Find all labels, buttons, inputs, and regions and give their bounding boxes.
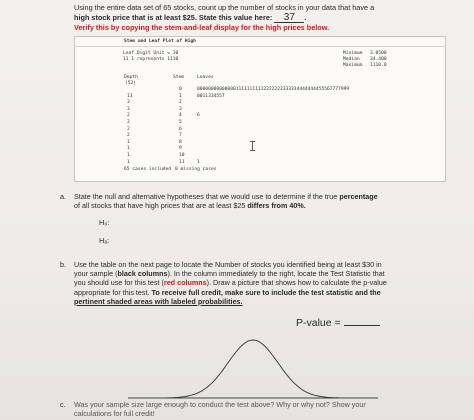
row-stem: 10 — [179, 153, 185, 158]
row-depth: 2 — [127, 113, 130, 119]
row-stem: 1 — [179, 93, 182, 99]
cases-included: 65 cases included — [124, 167, 172, 172]
max-label: Maximum — [343, 63, 363, 68]
p-value-field — [296, 316, 380, 329]
row-stem: 11 — [179, 159, 185, 165]
question-a-letter: a. — [60, 192, 66, 201]
row-leaves: 6 — [197, 113, 200, 119]
depth-median-paren: (52) — [125, 81, 137, 86]
row-depth: 3 — [127, 100, 130, 106]
text-cursor-icon — [249, 141, 256, 151]
row-stem: 8 — [179, 139, 182, 145]
row-stem: 0 — [179, 87, 182, 92]
row-depth: 1 — [127, 146, 130, 152]
intro-paragraph — [74, 3, 464, 32]
output-title: Stem and Leaf Plot of High — [124, 39, 196, 44]
intro-line-2-text: high stock price that is at least $25. State this value here: — [74, 12, 273, 22]
intro-line-3: Verify this by copying the stem-and-leaf display for the high prices below. — [74, 22, 330, 32]
stem-and-leaf-output — [74, 36, 446, 182]
question-b-letter: b. — [60, 260, 66, 269]
represents: 11 1 represents 1110 — [123, 57, 179, 62]
row-stem: 3 — [179, 106, 182, 112]
min-label: Minimum — [343, 51, 363, 56]
alternative-hypothesis-label: Hₐ: — [99, 236, 110, 245]
question-c-text: Was your sample size large enough to conduct the test above? Why or why not? Show your calculations for full credit! — [74, 400, 366, 419]
max-value: 1110.0 — [370, 63, 387, 68]
row-leaves: 0011334557 — [197, 93, 225, 99]
row-stem: 9 — [179, 146, 182, 152]
leaf-unit: Leaf Digit Unit = 10 — [123, 51, 179, 56]
stem-header: Stem — [173, 75, 185, 80]
normal-curve — [128, 340, 378, 398]
row-leaves: 1 — [197, 159, 200, 165]
row-depth: 2 — [127, 120, 130, 125]
intro-line-2: high stock price that is at least $25. State this value here: 37 . — [74, 11, 307, 23]
leaves-header: Leaves — [197, 75, 214, 80]
row-stem: 4 — [179, 113, 182, 119]
p-value-label: P-value = — [296, 317, 341, 329]
row-depth: 2 — [127, 133, 130, 139]
median-label: Median — [343, 57, 360, 62]
null-hypothesis-label: H₀: — [99, 218, 110, 227]
min-value: 3.0500 — [370, 51, 387, 56]
row-leaves: 0000000000000011111111112222222333334444444455567777999 — [197, 87, 350, 92]
row-depth: 2 — [127, 126, 130, 132]
question-c-letter: c. — [60, 400, 66, 409]
missing-cases: 0 missing cases — [175, 167, 217, 172]
row-stem: 6 — [179, 126, 182, 132]
row-depth: 1 — [127, 139, 130, 145]
depth-header: Depth — [124, 75, 138, 80]
row-depth: 1 — [127, 159, 130, 165]
row-stem: 2 — [179, 100, 182, 106]
row-depth: 1 — [127, 153, 130, 158]
median-value: 34.400 — [370, 57, 387, 62]
p-value-blank — [344, 316, 380, 326]
row-depth: 13 — [127, 93, 133, 99]
intro-line-1: Using the entire data set of 65 stocks, count up the number of stocks in your data that have a — [74, 3, 375, 12]
question-a-text: State the null and alternative hypotheses that we would use to determine if the true percentage of all stocks that have high prices that are at least $25 differs from 40%. — [74, 192, 378, 211]
row-stem: 5 — [179, 120, 182, 125]
question-b-text: Use the table on the next page to locate the Number of stocks you identified being at least $30 in your sample (black columns). In the column immediately to the right, locate the Test Statistic that you should use for this test (red columns). Draw a picture that shows how to calculate the p-value appropriate for this test. To receive full credit, make sure to include the test statistic and the pertinent shaded areas with labeled probabilities. — [74, 260, 387, 306]
normal-curve-figure — [128, 332, 378, 400]
row-depth: 3 — [127, 106, 130, 112]
answer-blank: 37 — [274, 13, 304, 23]
row-stem: 7 — [179, 133, 182, 139]
